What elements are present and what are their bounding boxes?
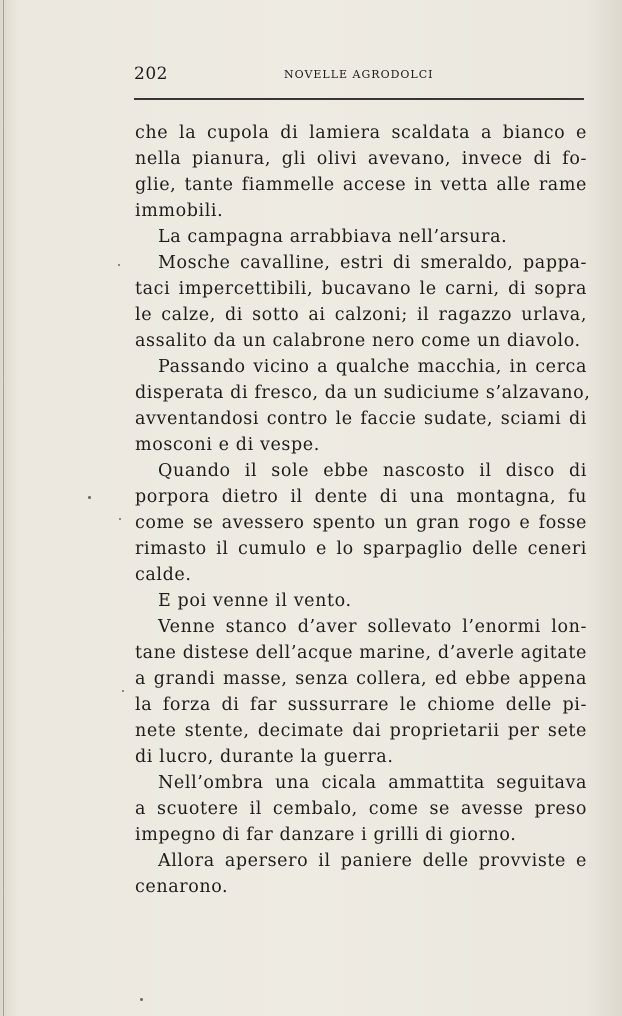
header-rule xyxy=(134,98,584,100)
page-number: 202 xyxy=(134,64,168,84)
text-line: impegno di far danzare i grilli di giorno. xyxy=(135,825,517,845)
text-line: E poi venne il vento. xyxy=(158,591,352,611)
text-line: disperata di fresco, da un sudiciume s’alzavano, xyxy=(135,383,591,403)
text-line: le calze, di sotto ai calzoni; il ragazzo urlava, xyxy=(135,305,587,325)
text-line: Quando il sole ebbe nascosto il disco di xyxy=(158,461,587,481)
running-title: NOVELLE AGRODOLCI xyxy=(284,68,434,81)
text-line: porpora dietro il dente di una montagna, fu xyxy=(135,487,587,507)
text-line: rimasto il cumulo e lo sparpaglio delle ceneri xyxy=(135,539,587,559)
text-line: a scuotere il cembalo, come se avesse preso xyxy=(135,799,587,819)
paper-speck xyxy=(88,496,91,499)
text-line: come se avessero spento un gran rogo e fosse xyxy=(135,513,587,533)
text-line: la forza di far sussurrare le chiome delle pi- xyxy=(135,695,587,715)
text-line: glie, tante fiammelle accese in vetta alle rame xyxy=(135,175,587,195)
text-line: mosconi e di vespe. xyxy=(135,435,320,455)
text-line: nella pianura, gli olivi avevano, invece di fo- xyxy=(135,149,587,169)
paper-speck xyxy=(119,518,121,520)
body-text xyxy=(135,120,591,900)
text-line: Venne stanco d’aver sollevato l’enormi lon- xyxy=(158,617,587,637)
text-line: calde. xyxy=(135,565,192,585)
text-line: assalito da un calabrone nero come un diavolo. xyxy=(135,331,581,351)
paper-speck xyxy=(118,264,120,266)
text-line: avventandosi contro le faccie sudate, sciami di xyxy=(135,409,587,429)
text-line: di lucro, durante la guerra. xyxy=(135,747,394,767)
text-line: Mosche cavalline, estri di smeraldo, pappa- xyxy=(158,253,587,273)
text-line: cenarono. xyxy=(135,877,229,897)
text-line: Allora apersero il paniere delle provviste e xyxy=(158,851,587,871)
text-line: Nell’ombra una cicala ammattita seguitava xyxy=(158,773,587,793)
text-line: a grandi masse, senza collera, ed ebbe appena xyxy=(135,669,587,689)
page-header xyxy=(134,64,584,88)
paper-speck xyxy=(140,998,143,1001)
text-line: nete stente, decimate dai proprietarii per sete xyxy=(135,721,587,741)
paper-speck xyxy=(122,690,124,692)
text-line: che la cupola di lamiera scaldata a bianco e xyxy=(135,123,587,143)
text-line: taci impercettibili, bucavano le carni, di sopra xyxy=(135,279,587,299)
text-line: tane distese dell’acque marine, d’averle agitate xyxy=(135,643,587,663)
page-gutter-edge xyxy=(3,0,4,1016)
text-line: immobili. xyxy=(135,201,224,221)
text-line: Passando vicino a qualche macchia, in cerca xyxy=(158,357,587,377)
text-line: La campagna arrabbiava nell’arsura. xyxy=(158,227,508,247)
